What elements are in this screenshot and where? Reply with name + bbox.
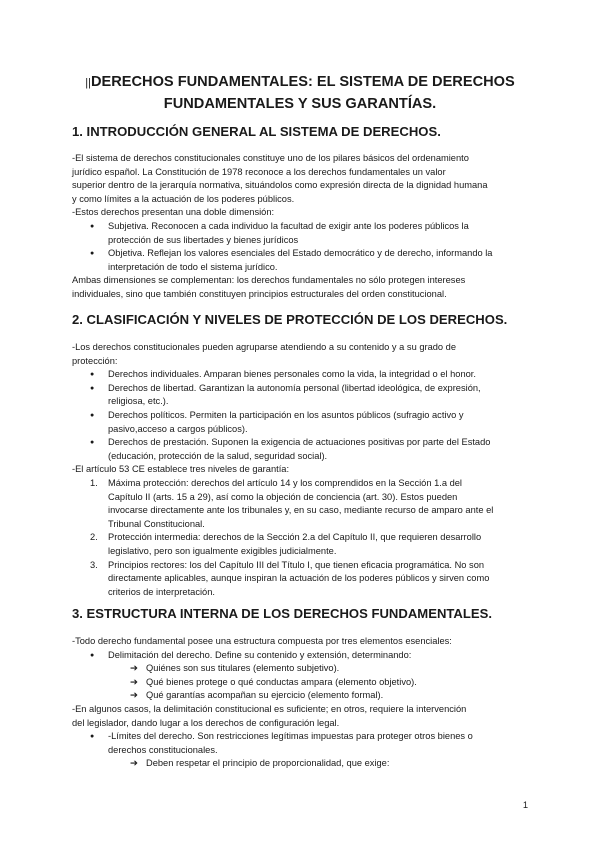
list-item-line: Tribunal Constitucional. (108, 518, 205, 529)
list-item-line: legislativo, pero son igualmente exigibles judicialmente. (108, 546, 337, 556)
bullet-marker: ● (90, 733, 95, 741)
number-marker: 2. (90, 532, 98, 543)
arrow-icon: ➔ (130, 663, 138, 674)
bullet-marker: ● (90, 412, 95, 419)
page-number: 1 (522, 800, 528, 810)
paragraph-line: -El sistema de derechos constitucionales constituye uno de los pilares básicos del ordenamiento (72, 153, 469, 163)
paragraph-line: -Estos derechos presentan una doble dimensión: (72, 207, 275, 218)
arrow-icon: ➔ (130, 758, 138, 769)
list-item-line: pasivo,acceso a cargos públicos). (108, 423, 248, 434)
section-2-heading: 2. CLASIFICACIÓN Y NIVELES DE PROTECCIÓN DE LOS DERECHOS. (72, 312, 508, 327)
list-item-line: -Límites del derecho. Son restricciones legítimas impuestas para proteger otros bienes o (108, 731, 473, 742)
list-item-line: interpretación de todo el sistema jurídico. (108, 261, 278, 272)
bullet-marker: ● (90, 384, 95, 392)
list-item-line: Derechos de prestación. Suponen la exigencia de actuaciones positivas por parte del Estado (108, 437, 491, 448)
arrow-icon: ➔ (130, 676, 138, 687)
paragraph-line: -El artículo 53 CE establece tres niveles de garantía: (72, 464, 290, 475)
bullet-marker: ● (90, 250, 95, 258)
bullet-marker: ● (90, 439, 95, 447)
paragraph-line: y como límites a la actuación de los poderes públicos. (72, 193, 295, 204)
section-1-heading: 1. INTRODUCCIÓN GENERAL AL SISTEMA DE DERECHOS. (72, 124, 441, 139)
bullet-marker: ● (90, 371, 95, 379)
list-item-line: protección de sus libertades y bienes jurídicos (108, 234, 299, 245)
paragraph-line: superior dentro de la jerarquía normativa, situándolos como expresión directa de la dignidad humana (72, 180, 488, 191)
list-item-line: Capítulo II (arts. 15 a 29), así como la objeción de conciencia (art. 30). Estos pueden (108, 491, 458, 502)
list-item-line: invocarse directamente ante los tribunales y, en su caso, mediante recurso de amparo ante el (108, 505, 494, 516)
list-item-line: Qué garantías acompañan su ejercicio (elemento formal). (146, 690, 384, 701)
paragraph-line: -Todo derecho fundamental posee una estructura compuesta por tres elementos esenciales: (72, 636, 452, 646)
list-item-line: religiosa, etc.). (108, 396, 169, 407)
list-item-line: derechos constitucionales. (108, 744, 218, 755)
list-item-line: Subjetiva. Reconocen a cada individuo la facultad de exigir ante los poderes públicos la (108, 221, 469, 231)
paragraph-line: -Los derechos constitucionales pueden agruparse atendiendo a su contenido y a su grado de (72, 342, 457, 352)
list-item-line: criterios de interpretación. (108, 586, 215, 597)
list-item-line: directamente aplicables, aunque inspiran la actuación de los poderes públicos y sirven como (108, 573, 490, 584)
list-item-line: (educación, protección de la salud, seguridad social). (108, 450, 328, 461)
list-item-line: Derechos políticos. Permiten la participación en los asuntos públicos (sufragio activo y (108, 410, 464, 420)
list-item-line: Derechos individuales. Amparan bienes personales como la vida, la integridad o el honor. (108, 369, 476, 380)
arrow-icon: ➔ (130, 690, 138, 701)
paragraph-line: -En algunos casos, la delimitación constitucional es suficiente; en otros, requiere la intervención (72, 704, 467, 714)
list-item-line: Qué bienes protege o qué conductas ampara (elemento objetivo). (146, 676, 417, 687)
title-marker: || (85, 77, 91, 89)
section-3-heading: 3. ESTRUCTURA INTERNA DE LOS DERECHOS FUNDAMENTALES. (72, 606, 492, 621)
list-item-line: Delimitación del derecho. Define su contenido y extensión, determinando: (108, 649, 412, 660)
paragraph-line: individuales, sino que también constituyen principios estructurales del orden constitucional. (72, 289, 447, 299)
list-item-line: Derechos de libertad. Garantizan la autonomía personal (libertad ideológica, de expresión, (108, 382, 481, 393)
paragraph-line: Ambas dimensiones se complementan: los derechos fundamentales no sólo protegen intereses (72, 275, 466, 286)
list-item-line: Protección intermedia: derechos de la Sección 2.a del Capítulo II, que requieren desarrollo (108, 532, 482, 543)
title-line-2: FUNDAMENTALES Y SUS GARANTÍAS. (163, 96, 437, 112)
paragraph-line: del legislador, dando lugar a los derechos de configuración legal. (72, 717, 340, 728)
title-line-1: DERECHOS FUNDAMENTALES: EL SISTEMA DE DERECHOS (90, 74, 515, 90)
list-item-line: Principios rectores: los del Capítulo III del Título I, que tienen eficacia programática. No son (108, 559, 485, 570)
paragraph-line: jurídico español. La Constitución de 1978 reconoce a los derechos fundamentales un valor (72, 166, 446, 177)
list-item-line: Deben respetar el principio de proporcionalidad, que exige: (146, 758, 390, 769)
document-title (70, 72, 530, 115)
bullet-marker: ● (90, 651, 95, 659)
paragraph-line: protección: (72, 355, 118, 366)
number-marker: 1. (90, 478, 98, 488)
bullet-marker: ● (90, 223, 95, 230)
list-item-line: Quiénes son sus titulares (elemento subjetivo). (146, 663, 340, 674)
number-marker: 3. (90, 559, 98, 570)
list-item-line: Objetiva. Reflejan los valores esenciales del Estado democrático y de derecho, informando la (108, 248, 493, 259)
list-item-line: Máxima protección: derechos del artículo 14 y los comprendidos en la Sección 1.a del (108, 478, 462, 488)
